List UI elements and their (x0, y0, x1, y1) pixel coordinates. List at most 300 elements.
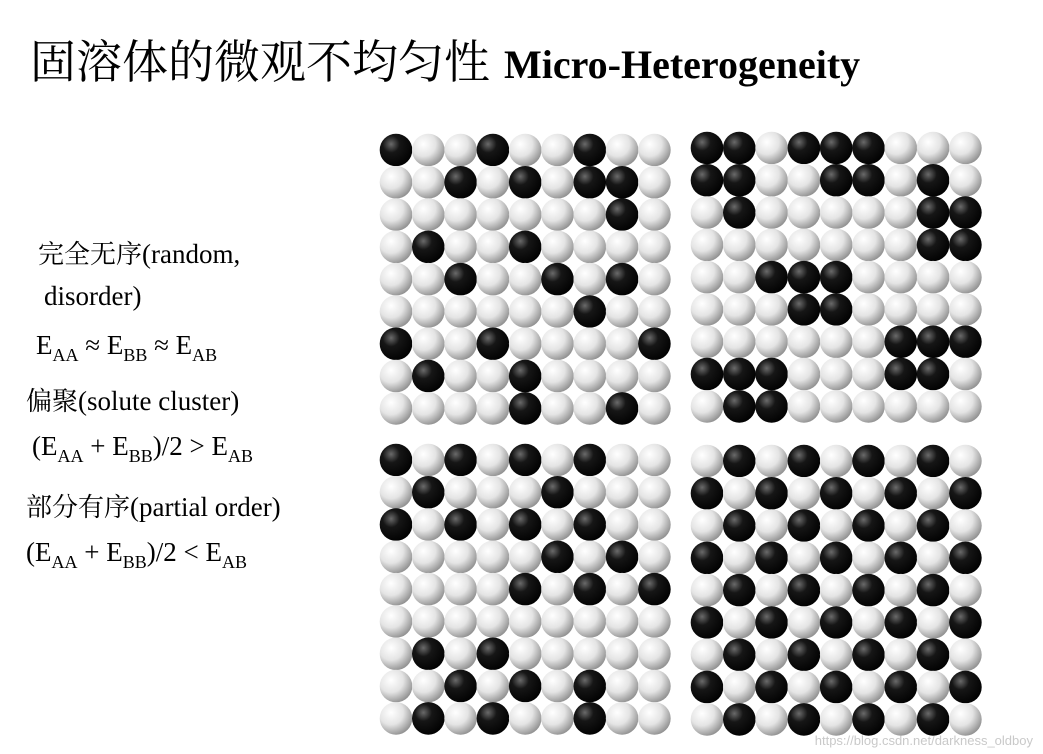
solvent-atom (412, 392, 445, 425)
solvent-atom (638, 166, 671, 199)
solvent-atom (638, 360, 671, 393)
solute-atom (820, 542, 853, 575)
solvent-atom (885, 164, 918, 197)
solvent-atom (380, 360, 413, 393)
solvent-atom (509, 605, 542, 638)
solvent-atom (574, 638, 607, 671)
solvent-atom (917, 606, 950, 639)
solvent-atom (574, 541, 607, 574)
solvent-atom (949, 358, 982, 391)
solvent-atom (606, 295, 639, 328)
solvent-atom (574, 392, 607, 425)
solute-atom (885, 326, 918, 359)
solvent-atom (638, 476, 671, 509)
solute-atom (885, 358, 918, 391)
solvent-atom (380, 702, 413, 735)
solute-atom (638, 328, 671, 361)
solute-atom (917, 509, 950, 542)
lattice-partial-order (691, 445, 982, 736)
solute-atom (755, 261, 788, 294)
solute-atom (691, 671, 724, 704)
solute-atom (509, 231, 542, 264)
solute-atom (509, 444, 542, 477)
solute-atom (574, 670, 607, 703)
solvent-atom (820, 509, 853, 542)
solvent-atom (691, 639, 724, 672)
solute-atom (444, 263, 477, 296)
solvent-atom (509, 638, 542, 671)
solute-atom (852, 639, 885, 672)
solvent-atom (477, 231, 510, 264)
solvent-atom (723, 606, 756, 639)
solvent-atom (444, 476, 477, 509)
solvent-atom (574, 360, 607, 393)
solvent-atom (574, 605, 607, 638)
solvent-atom (380, 198, 413, 231)
solute-atom (574, 508, 607, 541)
solvent-atom (412, 295, 445, 328)
solute-atom (444, 670, 477, 703)
solvent-atom (885, 229, 918, 262)
solute-atom (949, 671, 982, 704)
solvent-atom (852, 326, 885, 359)
solvent-atom (574, 328, 607, 361)
solute-atom (820, 261, 853, 294)
solute-atom (917, 703, 950, 736)
solvent-atom (755, 196, 788, 229)
solute-atom (380, 134, 413, 167)
solvent-atom (755, 445, 788, 478)
solvent-atom (917, 132, 950, 165)
solute-atom (541, 263, 574, 296)
title-english: Micro-Heterogeneity (504, 42, 861, 87)
solvent-atom (852, 477, 885, 510)
solvent-atom (638, 702, 671, 735)
solvent-atom (788, 542, 821, 575)
solute-atom (852, 445, 885, 478)
solvent-atom (917, 542, 950, 575)
solute-atom (755, 671, 788, 704)
lattice-random-partial (380, 444, 671, 735)
solvent-atom (885, 703, 918, 736)
solvent-atom (541, 670, 574, 703)
solvent-atom (691, 293, 724, 326)
solute-atom (755, 390, 788, 423)
solvent-atom (788, 358, 821, 391)
solute-atom (852, 703, 885, 736)
solvent-atom (723, 671, 756, 704)
solute-atom (917, 164, 950, 197)
solvent-atom (788, 390, 821, 423)
solvent-atom (541, 360, 574, 393)
solvent-atom (509, 702, 542, 735)
solvent-atom (788, 326, 821, 359)
solvent-atom (638, 670, 671, 703)
solute-atom (755, 542, 788, 575)
solvent-atom (852, 606, 885, 639)
solvent-atom (380, 231, 413, 264)
solvent-atom (638, 231, 671, 264)
solvent-atom (755, 574, 788, 607)
solvent-atom (852, 293, 885, 326)
solvent-atom (477, 605, 510, 638)
solute-atom (723, 509, 756, 542)
solvent-atom (477, 166, 510, 199)
solvent-atom (477, 508, 510, 541)
solvent-atom (444, 638, 477, 671)
solvent-atom (477, 573, 510, 606)
solute-atom (723, 639, 756, 672)
solvent-atom (755, 509, 788, 542)
solute-atom (949, 606, 982, 639)
solvent-atom (949, 390, 982, 423)
solvent-atom (444, 231, 477, 264)
solute-atom (852, 509, 885, 542)
solvent-atom (691, 229, 724, 262)
solvent-atom (723, 293, 756, 326)
solvent-atom (917, 477, 950, 510)
solvent-atom (541, 231, 574, 264)
solute-atom (723, 132, 756, 165)
solvent-atom (606, 328, 639, 361)
solvent-atom (885, 293, 918, 326)
solvent-atom (949, 293, 982, 326)
solvent-atom (541, 295, 574, 328)
solvent-atom (885, 261, 918, 294)
solvent-atom (638, 638, 671, 671)
solute-atom (541, 476, 574, 509)
solvent-atom (477, 476, 510, 509)
solvent-atom (412, 328, 445, 361)
solute-atom (574, 444, 607, 477)
solvent-atom (820, 639, 853, 672)
solvent-atom (820, 445, 853, 478)
solute-atom (412, 638, 445, 671)
solvent-atom (852, 390, 885, 423)
solvent-atom (380, 605, 413, 638)
solvent-atom (606, 476, 639, 509)
solute-atom (574, 134, 607, 167)
solvent-atom (606, 702, 639, 735)
solvent-atom (638, 541, 671, 574)
solvent-atom (380, 541, 413, 574)
random-equation: $E_{AA} \approx E_{BB} \approx E_{AB}$ (36, 330, 218, 365)
solute-atom (917, 196, 950, 229)
solute-atom (638, 573, 671, 606)
solvent-atom (723, 326, 756, 359)
solute-atom (691, 164, 724, 197)
solvent-atom (541, 198, 574, 231)
solvent-atom (638, 198, 671, 231)
solvent-atom (444, 573, 477, 606)
solute-atom (788, 132, 821, 165)
solvent-atom (638, 134, 671, 167)
solvent-atom (412, 605, 445, 638)
solute-atom (723, 445, 756, 478)
solute-atom (852, 574, 885, 607)
solvent-atom (638, 605, 671, 638)
solute-atom (917, 326, 950, 359)
solvent-atom (852, 196, 885, 229)
solvent-atom (820, 358, 853, 391)
solvent-atom (541, 638, 574, 671)
solvent-atom (606, 638, 639, 671)
solute-atom (444, 508, 477, 541)
solvent-atom (412, 444, 445, 477)
solvent-atom (477, 360, 510, 393)
solute-atom (949, 477, 982, 510)
solvent-atom (788, 606, 821, 639)
solute-atom (412, 476, 445, 509)
solute-atom (820, 132, 853, 165)
solvent-atom (509, 476, 542, 509)
solvent-atom (949, 703, 982, 736)
solvent-atom (477, 295, 510, 328)
solvent-atom (788, 164, 821, 197)
solvent-atom (541, 328, 574, 361)
solvent-atom (638, 295, 671, 328)
solute-atom (820, 164, 853, 197)
solvent-atom (788, 229, 821, 262)
solvent-atom (380, 670, 413, 703)
solvent-atom (412, 166, 445, 199)
solvent-atom (949, 445, 982, 478)
cluster-equation: $(E_{AA} + E_{BB})/2 > E_{AB}$ (32, 431, 253, 466)
solute-atom (820, 477, 853, 510)
solvent-atom (477, 444, 510, 477)
solvent-atom (949, 639, 982, 672)
solvent-atom (412, 263, 445, 296)
solute-atom (380, 328, 413, 361)
solute-atom (820, 606, 853, 639)
solvent-atom (509, 541, 542, 574)
solvent-atom (444, 392, 477, 425)
solute-atom (755, 606, 788, 639)
solute-atom (788, 639, 821, 672)
solute-atom (412, 231, 445, 264)
solvent-atom (820, 229, 853, 262)
solvent-atom (852, 358, 885, 391)
solvent-atom (509, 295, 542, 328)
solvent-atom (852, 542, 885, 575)
solute-atom (917, 574, 950, 607)
title-chinese: 固溶体的微观不均匀性 (30, 35, 490, 89)
solute-atom (509, 670, 542, 703)
solvent-atom (885, 509, 918, 542)
solvent-atom (638, 392, 671, 425)
solvent-atom (755, 326, 788, 359)
solvent-atom (509, 198, 542, 231)
solvent-atom (541, 166, 574, 199)
solvent-atom (606, 134, 639, 167)
solute-atom (477, 702, 510, 735)
solvent-atom (949, 509, 982, 542)
solvent-atom (380, 476, 413, 509)
solvent-atom (574, 231, 607, 264)
solvent-atom (606, 605, 639, 638)
solvent-atom (574, 476, 607, 509)
solute-atom (788, 261, 821, 294)
solvent-atom (444, 702, 477, 735)
solute-atom (917, 445, 950, 478)
solvent-atom (820, 326, 853, 359)
solvent-atom (606, 573, 639, 606)
solute-atom (788, 445, 821, 478)
solvent-atom (755, 132, 788, 165)
watermark: https://blog.csdn.net/darkness_oldboy (814, 733, 1033, 748)
order-label-cn: 部分有序 (26, 493, 131, 523)
solvent-atom (541, 444, 574, 477)
solute-atom (691, 132, 724, 165)
solute-atom (691, 358, 724, 391)
solvent-atom (477, 392, 510, 425)
solvent-atom (691, 261, 724, 294)
solvent-atom (412, 573, 445, 606)
solute-atom (755, 477, 788, 510)
solvent-atom (444, 295, 477, 328)
solvent-atom (477, 198, 510, 231)
solute-atom (380, 508, 413, 541)
solvent-atom (412, 670, 445, 703)
solvent-atom (723, 261, 756, 294)
solute-atom (509, 573, 542, 606)
solute-atom (509, 392, 542, 425)
solvent-atom (477, 263, 510, 296)
solute-atom (723, 196, 756, 229)
solvent-atom (755, 703, 788, 736)
solute-atom (723, 390, 756, 423)
solute-atom (412, 360, 445, 393)
solvent-atom (691, 509, 724, 542)
solvent-atom (444, 541, 477, 574)
solvent-atom (541, 702, 574, 735)
solute-atom (852, 164, 885, 197)
solvent-atom (820, 574, 853, 607)
solvent-atom (852, 261, 885, 294)
solvent-atom (412, 134, 445, 167)
solute-atom (885, 542, 918, 575)
solvent-atom (755, 639, 788, 672)
solvent-atom (691, 326, 724, 359)
solvent-atom (606, 360, 639, 393)
solute-atom (477, 638, 510, 671)
solvent-atom (755, 164, 788, 197)
solute-atom (852, 132, 885, 165)
solvent-atom (691, 574, 724, 607)
solute-atom (380, 444, 413, 477)
solvent-atom (638, 508, 671, 541)
solute-atom (755, 358, 788, 391)
solvent-atom (949, 164, 982, 197)
solvent-atom (885, 196, 918, 229)
solvent-atom (691, 196, 724, 229)
solute-atom (606, 263, 639, 296)
solvent-atom (412, 198, 445, 231)
solute-atom (444, 444, 477, 477)
solvent-atom (541, 573, 574, 606)
solute-atom (574, 573, 607, 606)
cluster-label-en: (solute cluster) (78, 386, 240, 416)
solvent-atom (755, 229, 788, 262)
solute-atom (509, 508, 542, 541)
random-label-cn: 完全无序 (38, 240, 143, 270)
solvent-atom (380, 573, 413, 606)
solute-atom (949, 229, 982, 262)
solute-atom (788, 703, 821, 736)
solute-atom (885, 671, 918, 704)
solvent-atom (509, 328, 542, 361)
solute-atom (917, 358, 950, 391)
solvent-atom (788, 671, 821, 704)
solute-atom (412, 702, 445, 735)
solvent-atom (788, 196, 821, 229)
solvent-atom (638, 263, 671, 296)
solvent-atom (444, 360, 477, 393)
solute-atom (477, 134, 510, 167)
solute-atom (788, 574, 821, 607)
solvent-atom (606, 508, 639, 541)
solvent-atom (541, 605, 574, 638)
solvent-atom (412, 541, 445, 574)
solute-atom (723, 703, 756, 736)
solvent-atom (444, 328, 477, 361)
lattice-random (380, 134, 671, 425)
solvent-atom (949, 132, 982, 165)
solvent-atom (509, 134, 542, 167)
solute-atom (917, 229, 950, 262)
solute-atom (820, 671, 853, 704)
solvent-atom (444, 134, 477, 167)
solvent-atom (606, 231, 639, 264)
solute-atom (509, 360, 542, 393)
solvent-atom (691, 390, 724, 423)
solvent-atom (380, 295, 413, 328)
solvent-atom (917, 293, 950, 326)
solvent-atom (755, 293, 788, 326)
solvent-atom (444, 605, 477, 638)
solvent-atom (723, 229, 756, 262)
solute-atom (691, 477, 724, 510)
solvent-atom (820, 390, 853, 423)
solute-atom (723, 164, 756, 197)
solute-atom (541, 541, 574, 574)
solute-atom (509, 166, 542, 199)
lattice-cluster (691, 132, 982, 423)
solute-atom (949, 542, 982, 575)
solvent-atom (949, 261, 982, 294)
solvent-atom (380, 392, 413, 425)
solvent-atom (509, 263, 542, 296)
solvent-atom (638, 444, 671, 477)
solvent-atom (541, 508, 574, 541)
solvent-atom (477, 670, 510, 703)
solvent-atom (412, 508, 445, 541)
solvent-atom (820, 703, 853, 736)
solvent-atom (885, 390, 918, 423)
solvent-atom (380, 166, 413, 199)
random-label-en: (random, (142, 239, 241, 269)
solute-atom (574, 702, 607, 735)
solute-atom (691, 606, 724, 639)
solvent-atom (949, 574, 982, 607)
solvent-atom (917, 390, 950, 423)
solvent-atom (444, 198, 477, 231)
solvent-atom (788, 477, 821, 510)
solute-atom (606, 198, 639, 231)
solute-atom (788, 509, 821, 542)
solute-atom (574, 166, 607, 199)
order-label-en: (partial order) (130, 492, 281, 522)
